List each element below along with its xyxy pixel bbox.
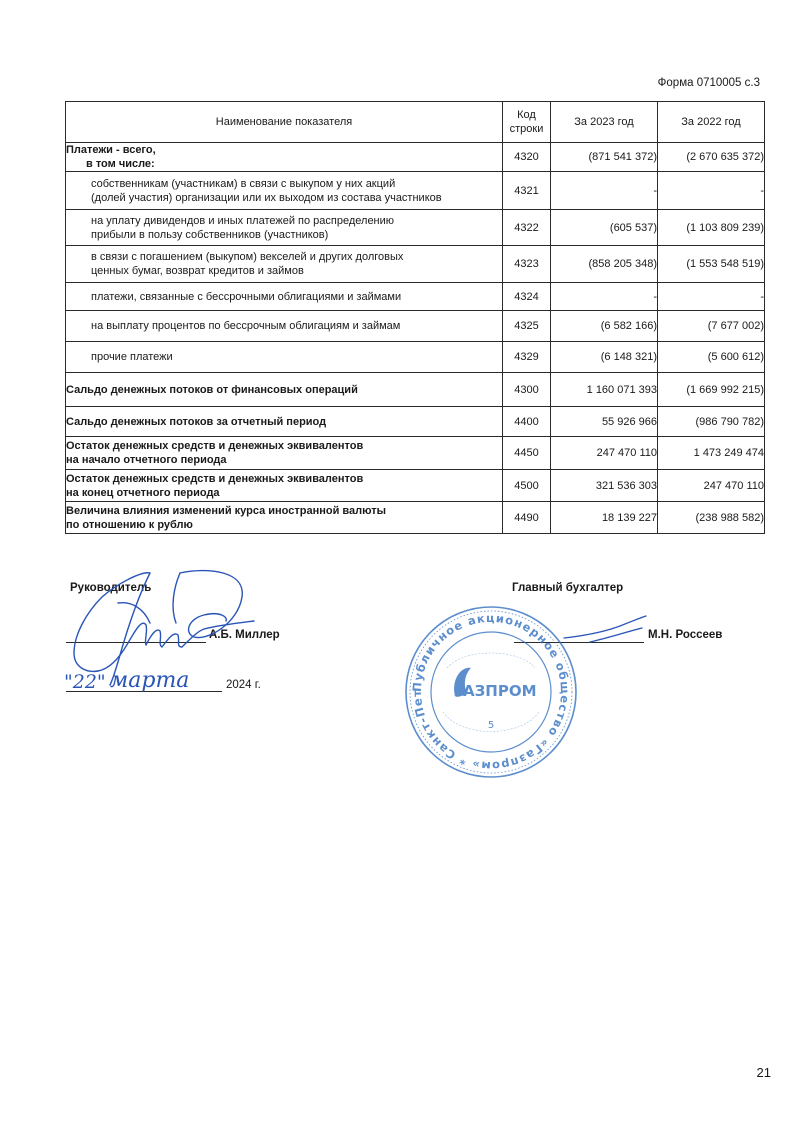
header-code-line1: Код	[517, 109, 536, 121]
row-name-line2: по отношению к рублю	[66, 518, 193, 531]
row-code: 4321	[503, 172, 551, 210]
row-name	[66, 210, 503, 246]
row-value-2023: (6 582 166)	[551, 311, 658, 342]
row-name-line1: Величина влияния изменений курса иностранной валюты	[66, 504, 387, 517]
row-code: 4323	[503, 246, 551, 283]
row-value-2023: -	[551, 172, 658, 210]
row-code: 4322	[503, 210, 551, 246]
row-code: 4324	[503, 283, 551, 311]
row-code: 4320	[503, 143, 551, 172]
row-name	[66, 246, 503, 283]
row-name-line1: собственникам (участникам) в связи с выкупом у них акций	[91, 177, 396, 190]
row-value-2022: 1 473 249 474	[658, 437, 765, 470]
row-name-line1: Платежи - всего,	[66, 144, 156, 156]
cash-flow-table	[65, 101, 765, 534]
chief-accountant-label: Главный бухгалтер	[512, 582, 624, 594]
chief-accountant-name: М.Н. Россеев	[648, 629, 723, 641]
row-name-line1: Остаток денежных средств и денежных эквивалентов	[66, 472, 364, 485]
header-indicator-name: Наименование показателя	[66, 102, 503, 143]
row-name: на выплату процентов по бессрочным облигациям и займам	[66, 311, 503, 342]
head-name: А.Б. Миллер	[209, 629, 280, 641]
row-code: 4300	[503, 373, 551, 407]
row-value-2023: 55 926 966	[551, 407, 658, 437]
page-number: 21	[756, 1065, 771, 1080]
row-name-line2: ценных бумаг, возврат кредитов и займов	[91, 265, 304, 277]
row-name: Сальдо денежных потоков от финансовых операций	[66, 373, 503, 407]
stamp-number: 5	[487, 720, 495, 731]
row-value-2022: (1 553 548 519)	[658, 246, 765, 283]
row-code: 4400	[503, 407, 551, 437]
table-row	[66, 407, 765, 437]
row-value-2022: (7 677 002)	[658, 311, 765, 342]
head-signature-icon	[58, 527, 258, 707]
row-value-2022: (238 988 582)	[658, 502, 765, 534]
company-stamp	[398, 593, 579, 780]
row-value-2022: (986 790 782)	[658, 407, 765, 437]
table-row	[66, 172, 765, 210]
row-value-2022: -	[658, 172, 765, 210]
row-name: платежи, связанные с бессрочными облигациями и займами	[66, 283, 503, 311]
row-name-line2: на конец отчетного периода	[66, 486, 220, 499]
row-value-2022: (2 670 635 372)	[658, 143, 765, 172]
row-code: 4490	[503, 502, 551, 534]
row-value-2023: (871 541 372)	[551, 143, 658, 172]
table-row	[66, 342, 765, 373]
row-name-line1: на уплату дивидендов и иных платежей по распределению	[91, 214, 395, 227]
table-row	[66, 373, 765, 407]
row-code: 4329	[503, 342, 551, 373]
row-name: прочие платежи	[66, 342, 503, 373]
row-value-2023: (605 537)	[551, 210, 658, 246]
row-value-2023: 1 160 071 393	[551, 373, 658, 407]
handwritten-date-day: "22"	[64, 671, 106, 693]
row-value-2022: (1 103 809 239)	[658, 210, 765, 246]
table-row	[66, 311, 765, 342]
table-row	[66, 437, 765, 470]
row-value-2022: -	[658, 283, 765, 311]
row-code: 4500	[503, 470, 551, 502]
row-value-2023: 247 470 110	[551, 437, 658, 470]
row-code: 4325	[503, 311, 551, 342]
form-label: Форма 0710005 с.3	[657, 77, 760, 89]
table-row	[66, 210, 765, 246]
table-header-row	[66, 102, 765, 143]
stamp-outer-text: Публичное акционерное общество «Газпром» * Санкт-Петербург *	[398, 593, 573, 774]
table-row	[66, 470, 765, 502]
row-value-2023: (6 148 321)	[551, 342, 658, 373]
row-value-2022: (5 600 612)	[658, 342, 765, 373]
table-row	[66, 283, 765, 311]
row-value-2022: 247 470 110	[658, 470, 765, 502]
head-label: Руководитель	[70, 582, 152, 594]
row-name-line2: (долей участия) организации или их выходом из состава участников	[91, 191, 442, 204]
header-code-line2: строки	[509, 123, 544, 135]
row-name	[66, 470, 503, 502]
row-value-2022: (1 669 992 215)	[658, 373, 765, 407]
date-year: 2024 г.	[226, 679, 261, 691]
header-year-2022: За 2022 год	[658, 102, 765, 143]
row-name-line1: Остаток денежных средств и денежных эквивалентов	[66, 440, 364, 452]
row-name-line2: прибыли в пользу собственников (участников)	[91, 228, 329, 241]
row-value-2023: 321 536 303	[551, 470, 658, 502]
stamp-logo-text: ГАЗПРОМ	[453, 682, 537, 700]
row-value-2023: 18 139 227	[551, 502, 658, 534]
row-name-line2: на начало отчетного периода	[66, 454, 227, 466]
table-row	[66, 143, 765, 172]
row-value-2023: (858 205 348)	[551, 246, 658, 283]
row-name-line2: в том числе:	[86, 158, 155, 170]
row-name: Сальдо денежных потоков за отчетный период	[66, 407, 503, 437]
handwritten-date-month: марта	[110, 668, 190, 693]
row-value-2023: -	[551, 283, 658, 311]
row-name-line1: в связи с погашением (выкупом) векселей и других долговых	[91, 251, 404, 263]
row-name	[66, 172, 503, 210]
table-row	[66, 246, 765, 283]
row-name	[66, 437, 503, 470]
header-line-code	[503, 102, 551, 143]
header-year-2023: За 2023 год	[551, 102, 658, 143]
row-code: 4450	[503, 437, 551, 470]
row-name	[66, 143, 503, 172]
